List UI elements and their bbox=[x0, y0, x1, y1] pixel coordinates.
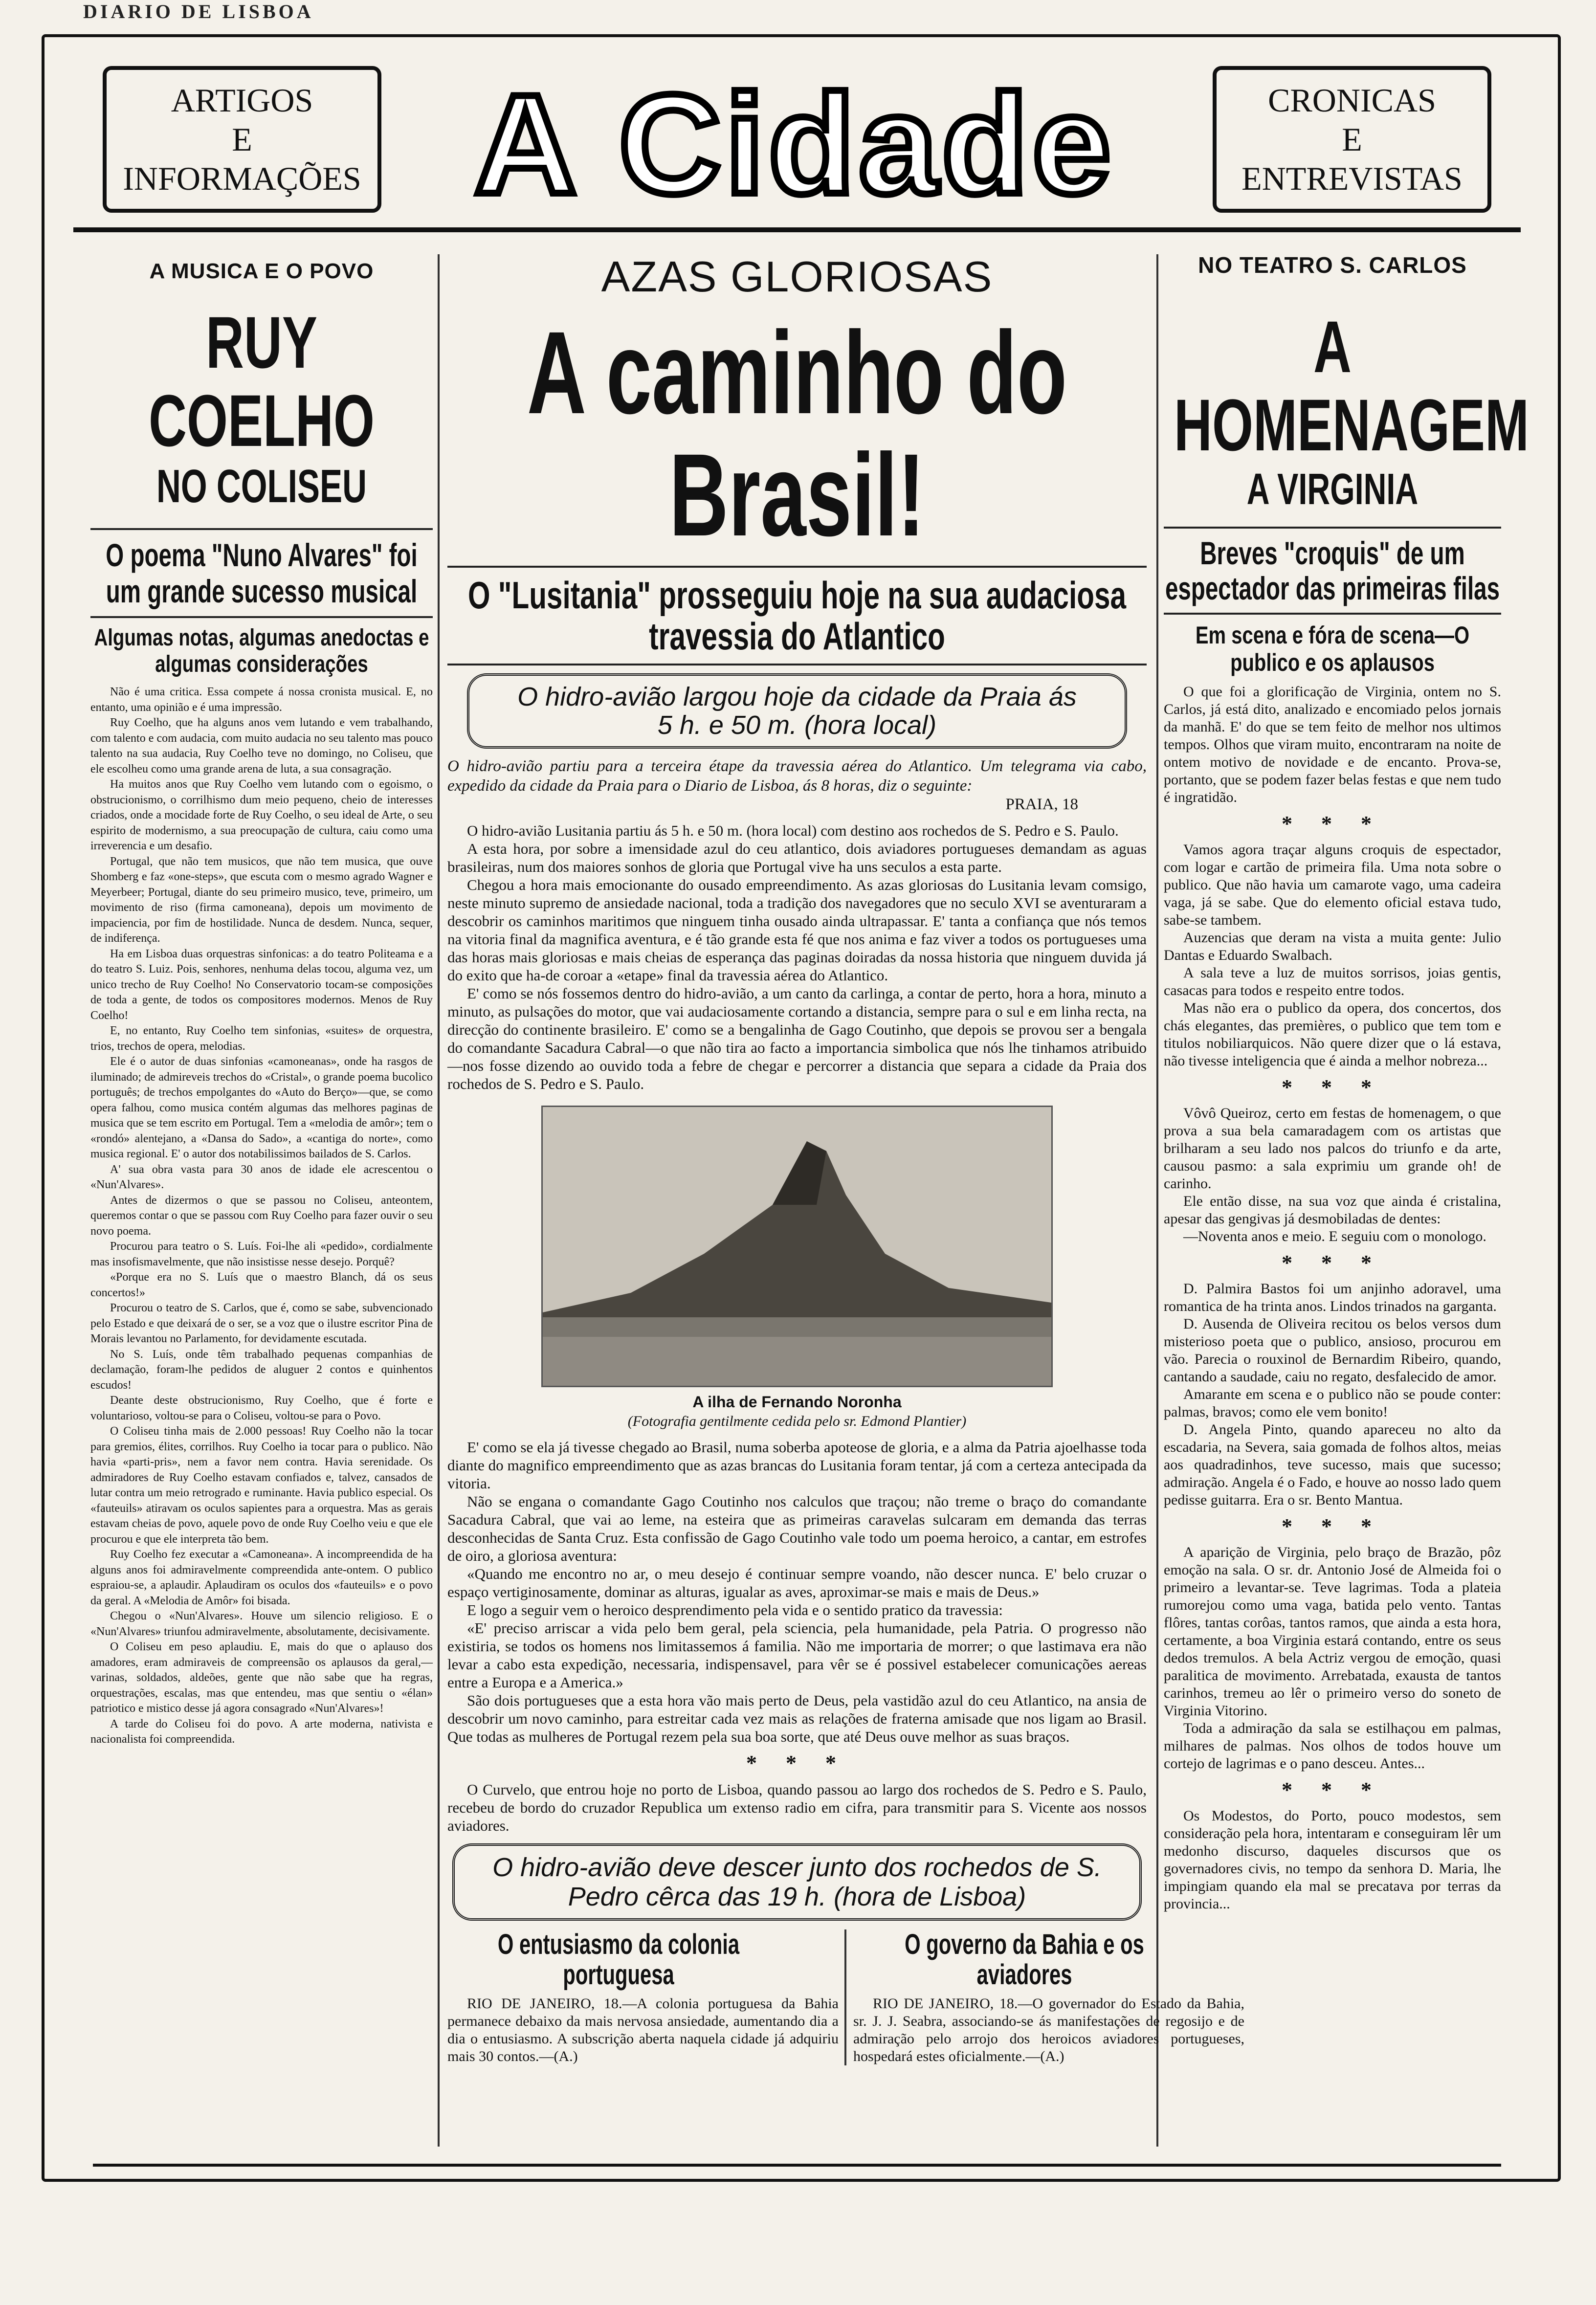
paragraph: E logo a seguir vem o heroico desprendimento pela vida e o sentido pratico da travessia: bbox=[467, 1601, 1003, 1618]
right-body-5 bbox=[1164, 1544, 1501, 1773]
paragraph: A' sua obra vasta para 30 anos de idade ele acrescentou o «Nun'Alvares». bbox=[90, 1163, 433, 1191]
photo-credit: (Fotografia gentilmente cedida pelo sr. Edmond Plantier) bbox=[627, 1413, 967, 1429]
paragraph: Ha em Lisboa duas orquestras sinfonicas: a do teatro Politeama e a do teatro S. Luiz. Pois, senhores, nenhuma delas tocou, alguma vez, um unico trecho de Ruy Coelho! No Conservatorio tocam-se composições de toda a gente, de todos os compositores modernos. Menos de Ruy Coelho! bbox=[90, 947, 433, 1022]
center-headline: A caminho do Brasil! bbox=[527, 307, 1067, 560]
divider bbox=[1164, 527, 1501, 529]
bottom-rule bbox=[93, 2164, 1501, 2167]
left-headline-2: NO COLISEU bbox=[156, 460, 367, 512]
left-deck: O poema "Nuno Alvares" foi um grande sucesso musical bbox=[106, 537, 418, 609]
paragraph: —Noventa anos e meio. E seguiu com o monologo. bbox=[1183, 1228, 1486, 1244]
paragraph: Ruy Coelho fez executar a «Camoneana». A incompreendida de ha alguns anos foi admiravelmente compreendida ante-ontem. O publico espraiou-se, a aplaudir. Aplaudiram os oculos dos «fauteuils» e o povo da geral. A «Melodia de Amôr» foi bisada. bbox=[90, 1548, 433, 1607]
island-illustration bbox=[543, 1107, 1051, 1386]
paragraph: Procurou o teatro de S. Carlos, que é, como se sabe, subvencionado pelo Estado e que deixará de o ser, se a voz que o ilustre escritor Pina de Morais levantou no Parlamento, for devidamente escutada. bbox=[90, 1302, 433, 1345]
paragraph: Vamos agora traçar alguns croquis de espectador, com logar e cartão de primeira fila. Uma nota sobre o publico. Que não havia um camarote vago, uma cadeira vaga, já se sabe. Que do elemento oficial estava tudo, sabe-se tambem. bbox=[1164, 842, 1501, 928]
paragraph: «Porque era no S. Luís que o maestro Blanch, dá os seus concertos!» bbox=[90, 1271, 433, 1299]
paragraph: O Curvelo, que entrou hoje no porto de Lisboa, quando passou ao largo dos rochedos de S. Pedro e S. Paulo, recebeu de bordo do cruzador Republica um extenso radio em cifra, para transmitir para S. Vicente aos nossos aviadores. bbox=[447, 1781, 1147, 1834]
section-stars: * * * bbox=[1282, 1778, 1383, 1802]
sub-right bbox=[853, 1929, 1244, 2065]
divider bbox=[90, 616, 433, 618]
paragraph: RIO DE JANEIRO, 18.—O governador do Estado da Bahia, sr. J. J. Seabra, associando-se ás manifestações de regosijo e de admiração pelo arrojo dos heroicos aviadores portugueses, hospedará estes oficialmente.—(A.) bbox=[853, 1995, 1244, 2064]
left-ear-line: INFORMAÇÕES bbox=[123, 160, 361, 197]
center-kicker: AZAS GLORIOSAS bbox=[601, 252, 993, 301]
paragraph: E, no entanto, Ruy Coelho tem sinfonias, «suites» de orquestra, trios, trechos de opera, melodias. bbox=[90, 1024, 433, 1053]
paragraph: A aparição de Virginia, pelo braço de Brazão, pôz emoção na sala. O sr. dr. Antonio José de Almeida foi o primeiro a levantar-se. Teve lagrimas. Toda a plateia rumorejou como uma vaga, batida pelo vento. Tantas flôres, tantas corôas, tantos ramos, que ainda a esta hora, certamente, a boa Virginia estará contando, entre os seus dedos tremulos. A bela Actriz vergou de emoção, quasi paralitica de movimento. Arrebatada, exausta de tantos carinhos, tremeu ao lêr o primeiro verso do soneto de Virginia Vitorino. bbox=[1164, 1544, 1501, 1719]
masthead-rule bbox=[73, 227, 1521, 232]
right-ear-line: CRONICAS bbox=[1268, 82, 1436, 119]
photo-caption: A ilha de Fernando Noronha bbox=[692, 1393, 902, 1411]
right-subhead: Em scena e fóra de scena—O publico e os aplausos bbox=[1195, 621, 1470, 676]
left-ear-box bbox=[103, 66, 381, 213]
left-ear-line: E bbox=[232, 121, 252, 158]
paragraph: O Coliseu tinha mais de 2.000 pessoas! Ruy Coelho não la tocar para gremios, élites, corrilhos. Ruy Coelho ia tocar para o publico. Não havia «parti-pris», nem a favor nem contra. Havia serenidade. Os admiradores de Ruy Coelho estavam confiados e, talvez, cansados de lutar contra um meio retrogrado e ruminante. Havia publico especial. Os «fauteuils» atiravam os oculos sapientes para a orquestra. Mas as gerais estavam cheias de povo, aquele povo de onde Ruy Coelho veiu e que ele procurou e que ele interpreta tão bem. bbox=[90, 1425, 433, 1546]
paragraph: O Coliseu em peso aplaudiu. E, mais do que o aplauso dos amadores, eram admiraveis de compreensão os aplausos da geral,—varinas, soldados, aldeões, gente que não sabe que ha regras, orquestrações, escalas, mas que entendeu, mas que sentiu o «élan» patriotico e mistico desse já agora consagrado «Nun'Alvares»! bbox=[90, 1640, 433, 1715]
left-kicker: A MUSICA E O POVO bbox=[149, 259, 374, 283]
dateline: PRAIA, 18 bbox=[1005, 796, 1078, 813]
paragraph: Ha muitos anos que Ruy Coelho vem lutando com o egoismo, o obstrucionismo, o corrilhismo dum meio pequeno, cheio de interesses criados, onde a mocidade forte de Ruy Coelho, o seu ideal de Arte, o seu espirito de modernismo, a sua preocupação de cultura, caiu como uma irreverencia e um desafio. bbox=[90, 778, 433, 852]
divider bbox=[90, 528, 433, 530]
paragraph: E' como se nós fossemos dentro do hidro-avião, a um canto da carlinga, a contar de perto, hora a hora, minuto a minuto, as pulsações do motor, que vai audaciosamente cortando a distancia, sempre para o sul e em linha recta, na direcção do continente brasileiro. E' como se a bengalinha de Gago Coutinho, que depois se provou ser a bengala do comandante Sacadura Cabral—o que não tira ao facto a importancia simbolica que nós lhe tinhamos atribuido—nos fosse dizendo ao ouvido toda a febre de chegar e percorrer a distancia que separa a cidade da Praia dos rochedos de S. Pedro e S. Paulo. bbox=[447, 985, 1147, 1092]
paragraph: Chegou a hora mais emocionante do ousado empreendimento. As azas gloriosas do Lusitania levam comsigo, neste minuto supremo de ansiedade nacional, toda a tradição dos navegadores que no seculo XVI se aventuraram a descobrir os caminhos maritimos que ninguem tinha ousado ainda ultrapassar. E' tanta a confiança que nós temos na vitoria final da magnifica aventura, e é tão grande esta fé que nos anima e faz viver a todos os portugueses uma das horas mais gloriosas e mais cheias de esperança das paginas doiradas da nossa historia que ninguem duvida já do exito que ha-de coroar a «etape» final da travessia aérea do Atlantico. bbox=[447, 876, 1147, 984]
paragraph: A tarde do Coliseu foi do povo. A arte moderna, nativista e nacionalista foi compreendida. bbox=[90, 1717, 433, 1746]
divider bbox=[447, 664, 1147, 665]
section-stars: * * * bbox=[1282, 1514, 1383, 1538]
section-stars: * * * bbox=[1282, 812, 1383, 836]
paragraph: A sala teve a luz de muitos sorrisos, joias gentis, casacas para todos e respeito entre todos. bbox=[1164, 965, 1501, 998]
photo-fernando-noronha bbox=[541, 1106, 1053, 1387]
column-rule bbox=[1156, 254, 1158, 2147]
center-deck: O "Lusitania" prosseguiu hoje na sua audaciosa travessia do Atlantico bbox=[467, 574, 1127, 658]
paragraph: «Quando me encontro no ar, o meu desejo é continuar sempre voando, não descer nunca. E' belo cruzar o espaço vertiginosamente, dominar as alturas, igualar as aves, aproximar-se mais e mais de Deus.» bbox=[447, 1565, 1147, 1600]
left-ear-line: ARTIGOS bbox=[171, 82, 313, 119]
paragraph: D. Ausenda de Oliveira recitou os belos versos dum misterioso poeta que o publico, ansioso, procurou em vão. Parecia o rouxinol de Bernardim Ribeiro, quando, cantando a saudade, caiu no regato, desfalecido de amor. bbox=[1164, 1316, 1501, 1385]
left-subhead: Algumas notas, algumas anedoctas e algumas considerações bbox=[94, 625, 429, 677]
sub-left bbox=[447, 1929, 846, 2065]
right-headline-2: A VIRGINIA bbox=[1246, 465, 1419, 514]
paragraph: Ruy Coelho, que ha alguns anos vem lutando e vem trabalhando, com talento e com audacia, com muito audacia no seu talento mas pouco talento na sua audacia, Ruy Coelho teve no domingo, no Coliseu, que ele escolheu como uma grande arena de luta, a sua consagração. bbox=[90, 716, 433, 776]
paragraph: Ele é o autor de duas sinfonias «camoneanas», onde ha rasgos de iluminado; de admireveis trechos do «Cristal», o grande poema bucolico português; de trechos empolgantes do «Auto do Berço»—que, se como opera falhou, como musica contém algumas das melhores paginas de musica que se tem escrito em Portugal. Tem a «melodia de amôr»; tem o «rondó» alentejano, a «Dansa do Sado», a «cantiga do norte», como musica regional. E' o autor dos notabilissimos bailados de S. Carlos. bbox=[90, 1055, 433, 1160]
right-ear-line: E bbox=[1342, 121, 1362, 158]
section-stars: * * * bbox=[1282, 1251, 1383, 1275]
paragraph: D. Angela Pinto, quando apareceu no alto da escadaria, na Severa, saia gomada de folhos altos, meias aos quadradinhos, teve sucesso, mais que sucesso; admiração. Angela é o Fado, e houve ao nosso lado quem pedisse guitarra. Era o sr. Bento Mantua. bbox=[1164, 1421, 1501, 1508]
right-kicker: NO TEATRO S. CARLOS bbox=[1198, 252, 1467, 278]
paragraph: Deante deste obstrucionismo, Ruy Coelho, que é forte e voluntarioso, voltou-se para o Coliseu, voltou-se para o Povo. bbox=[90, 1394, 433, 1422]
sub-left-body bbox=[447, 1995, 839, 2065]
left-body bbox=[90, 685, 433, 1748]
center-body-2 bbox=[447, 1438, 1147, 1746]
running-head: DIARIO DE LISBOA bbox=[83, 0, 314, 22]
right-ear-line: ENTREVISTAS bbox=[1241, 160, 1463, 197]
paragraph: E' como se ela já tivesse chegado ao Brasil, numa soberba apoteose de gloria, e a alma da Patria ajoelhasse toda diante do magnifico empreendimento que as azas brancas do Lusitania foram tentar, já com a certeza antecipada da vitoria. bbox=[447, 1439, 1147, 1492]
center-box-2: O hidro-avião deve descer junto dos rochedos de S. Pedro cêrca das 19 h. (hora de Lisboa) bbox=[452, 1843, 1142, 1921]
center-body-3 bbox=[447, 1780, 1147, 1835]
paragraph: D. Palmira Bastos foi um anjinho adoravel, uma romantica de ha trinta anos. Lindos trinados na garganta. bbox=[1164, 1281, 1501, 1314]
right-body-6 bbox=[1164, 1807, 1501, 1913]
right-ear-box bbox=[1213, 66, 1491, 213]
left-headline: RUY COELHO bbox=[148, 301, 375, 462]
center-body-1 bbox=[447, 821, 1147, 1093]
right-body-2 bbox=[1164, 841, 1501, 1070]
paragraph: No S. Luís, onde têm trabalhado pequenas companhias de declamação, foram-lhe pedidos de aluguer 2 contos e quinhentos escudos! bbox=[90, 1348, 433, 1392]
paragraph: Antes de dizermos o que se passou no Coliseu, anteontem, queremos contar o que se passou com Ruy Coelho para fazer ouvir o seu novo poema. bbox=[90, 1194, 433, 1238]
center-column bbox=[447, 252, 1244, 2065]
sub-right-head: O governo da Bahia e os aviadores bbox=[905, 1928, 1144, 1991]
masthead bbox=[73, 66, 1521, 242]
paragraph: Vôvô Queiroz, certo em festas de homenagem, o que prova a sua bela camaradagem com os artistas que brilharam a seu lado nos palcos do triunfo e da arte, causou pasmo: a sala exprimiu um grande oh! de carinho. bbox=[1164, 1105, 1501, 1192]
column-rule bbox=[438, 254, 440, 2147]
sub-right-body bbox=[853, 1995, 1244, 2065]
right-body-1 bbox=[1164, 683, 1501, 806]
paragraph: Auzencias que deram na vista a muita gente: Julio Dantas e Eduardo Swalbach. bbox=[1164, 930, 1501, 963]
right-column bbox=[1164, 252, 1529, 1913]
paragraph: O hidro-avião Lusitania partiu ás 5 h. e 50 m. (hora local) com destino aos rochedos de S. Pedro e S. Paulo. bbox=[467, 822, 1119, 839]
section-stars: * * * bbox=[1282, 1075, 1383, 1099]
paragraph: Amarante em scena e o publico não se poude conter: palmas, bravos; como ele vem bonito! bbox=[1164, 1386, 1501, 1420]
paragraph: «E' preciso arriscar a vida pelo bem geral, pela sciencia, pela humanidade, pela Patria. O progresso não existiria, se todos os homens nos limitassemos á familia. Não me importaria de morrer; o que lastimava era não levar a cabo esta expedição, necessaria, indispensavel, para vêr se é possivel estabelecer comunicações aereas entre a Europa e a America.» bbox=[447, 1619, 1147, 1691]
right-headline: A HOMENAGEM bbox=[1174, 306, 1529, 466]
paragraph: Ele então disse, na sua voz que ainda é cristalina, apesar das gengivas já desmobiladas de dentes: bbox=[1164, 1193, 1501, 1227]
paragraph: RIO DE JANEIRO, 18.—A colonia portuguesa da Bahia permanece debaixo da mais nervosa ansiedade, aumentando dia a dia o entusiasmo. A subscrição aberta naquela cidade já adquiriu mais 30 contos.—(A.) bbox=[447, 1995, 839, 2064]
right-body-3 bbox=[1164, 1105, 1501, 1245]
divider bbox=[1164, 613, 1501, 615]
section-stars: * * * bbox=[746, 1751, 848, 1775]
paragraph: A esta hora, por sobre a imensidade azul do ceu atlantico, dois aviadores portugueses demandam as aguas brasileiras, num dos maiores sonhos de gloria que Portugal vive ha uns seculos a esta parte. bbox=[447, 840, 1147, 875]
paragraph: Toda a admiração da sala se estilhaçou em palmas, milhares de palmas. Nos olhos de todos houve um cortejo de lagrimas e o pano desceu. Antes... bbox=[1164, 1720, 1501, 1772]
paragraph: Mas não era o publico da opera, dos concertos, dos chás elegantes, das premières, o publico que tem tom e titulos nobiliarquicos. Não quere dizer que o lá estava, não tivesse inteligencia que é ainda a melhor nobreza... bbox=[1164, 1000, 1501, 1069]
divider bbox=[447, 566, 1147, 568]
right-body-4 bbox=[1164, 1280, 1501, 1509]
paragraph: O que foi a glorificação de Virginia, ontem no S. Carlos, já está dito, analizado e encomiado pelos jornais da manhã. E' do que se tem feito de melhor nos ultimos tempos. Olhos que viram muito, encontraram na noite de ontem motivo de novidade e de encanto. Prova-se, portanto, que se podem fazer belas festas e que nem tudo é ingratidão. bbox=[1164, 684, 1501, 805]
paragraph: Não é uma critica. Essa compete á nossa cronista musical. E, no entanto, uma opinião e é uma impressão. bbox=[90, 686, 433, 714]
paragraph: São dois portugueses que a esta hora vão mais perto de Deus, pela vastidão azul do ceu Atlantico, na ansia de descobrir um novo caminho, para estreitar cada vez mais as relações de fraterna amisade que nos ligam ao Brasil. Que todas as mulheres de Portugal rezem pela sua boa sorte, que até Deus ouve melhor as suas braços. bbox=[447, 1692, 1147, 1745]
paragraph: Chegou o «Nun'Alvares». Houve um silencio religioso. E o «Nun'Alvares» triunfou admiravelmente, absolutamente, decisivamente. bbox=[90, 1610, 433, 1638]
center-intro: O hidro-avião partiu para a terceira étape da travessia aérea do Atlantico. Um telegrama via cabo, expedido da cidade da Praia para o Diario de Lisboa, ás 8 horas, diz o seguinte: bbox=[447, 757, 1147, 795]
sub-columns bbox=[447, 1928, 1244, 2065]
paragraph: Procurou para teatro o S. Luís. Foi-lhe ali «pedido», cordialmente mas insofismavelmente, que não insistisse nesse desejo. Porquê? bbox=[90, 1240, 433, 1268]
sub-left-head: O entusiasmo da colonia portuguesa bbox=[497, 1928, 740, 1991]
paragraph: Os Modestos, do Porto, pouco modestos, sem consideração pela hora, intentaram e conseguiram lêr um medonho discurso, daqueles discursos que os governadores civis, no tempo da senhora D. Maria, lhe impingiam quando ela mal se precatava por terras da provincia... bbox=[1164, 1808, 1501, 1912]
paragraph: Não se engana o comandante Gago Coutinho nos calculos que traçou; não treme o braço do comandante Sacadura Cabral, que vai ao leme, na esteira que as primeiras caravelas sulcaram em demanda das terras desconhecidas de Santa Cruz. Esta confissão de Gago Coutinho vale todo um poema heroico, a cantar, em estrofes de oiro, a gloriosa aventura: bbox=[447, 1493, 1147, 1564]
masthead-title: A Cidade bbox=[474, 65, 1115, 223]
paragraph: Portugal, que não tem musicos, que não tem musica, que ouve Shomberg e faz «one-steps», que escuta com o mesmo agrado Wagner e Meyerbeer; Portugal, diante do seu primeiro musico, teve, primeiro, um movimento de riso (firma camoneana), depois um movimento de impaciencia, por fim de hostilidade. Nunca de desdem. Nunca, sequer, de indiferença. bbox=[90, 855, 433, 945]
right-deck: Breves "croquis" de um espectador das primeiras filas bbox=[1165, 535, 1500, 606]
center-box-1: O hidro-avião largou hoje da cidade da Praia ás 5 h. e 50 m. (hora local) bbox=[467, 673, 1127, 749]
left-column bbox=[90, 259, 433, 1748]
